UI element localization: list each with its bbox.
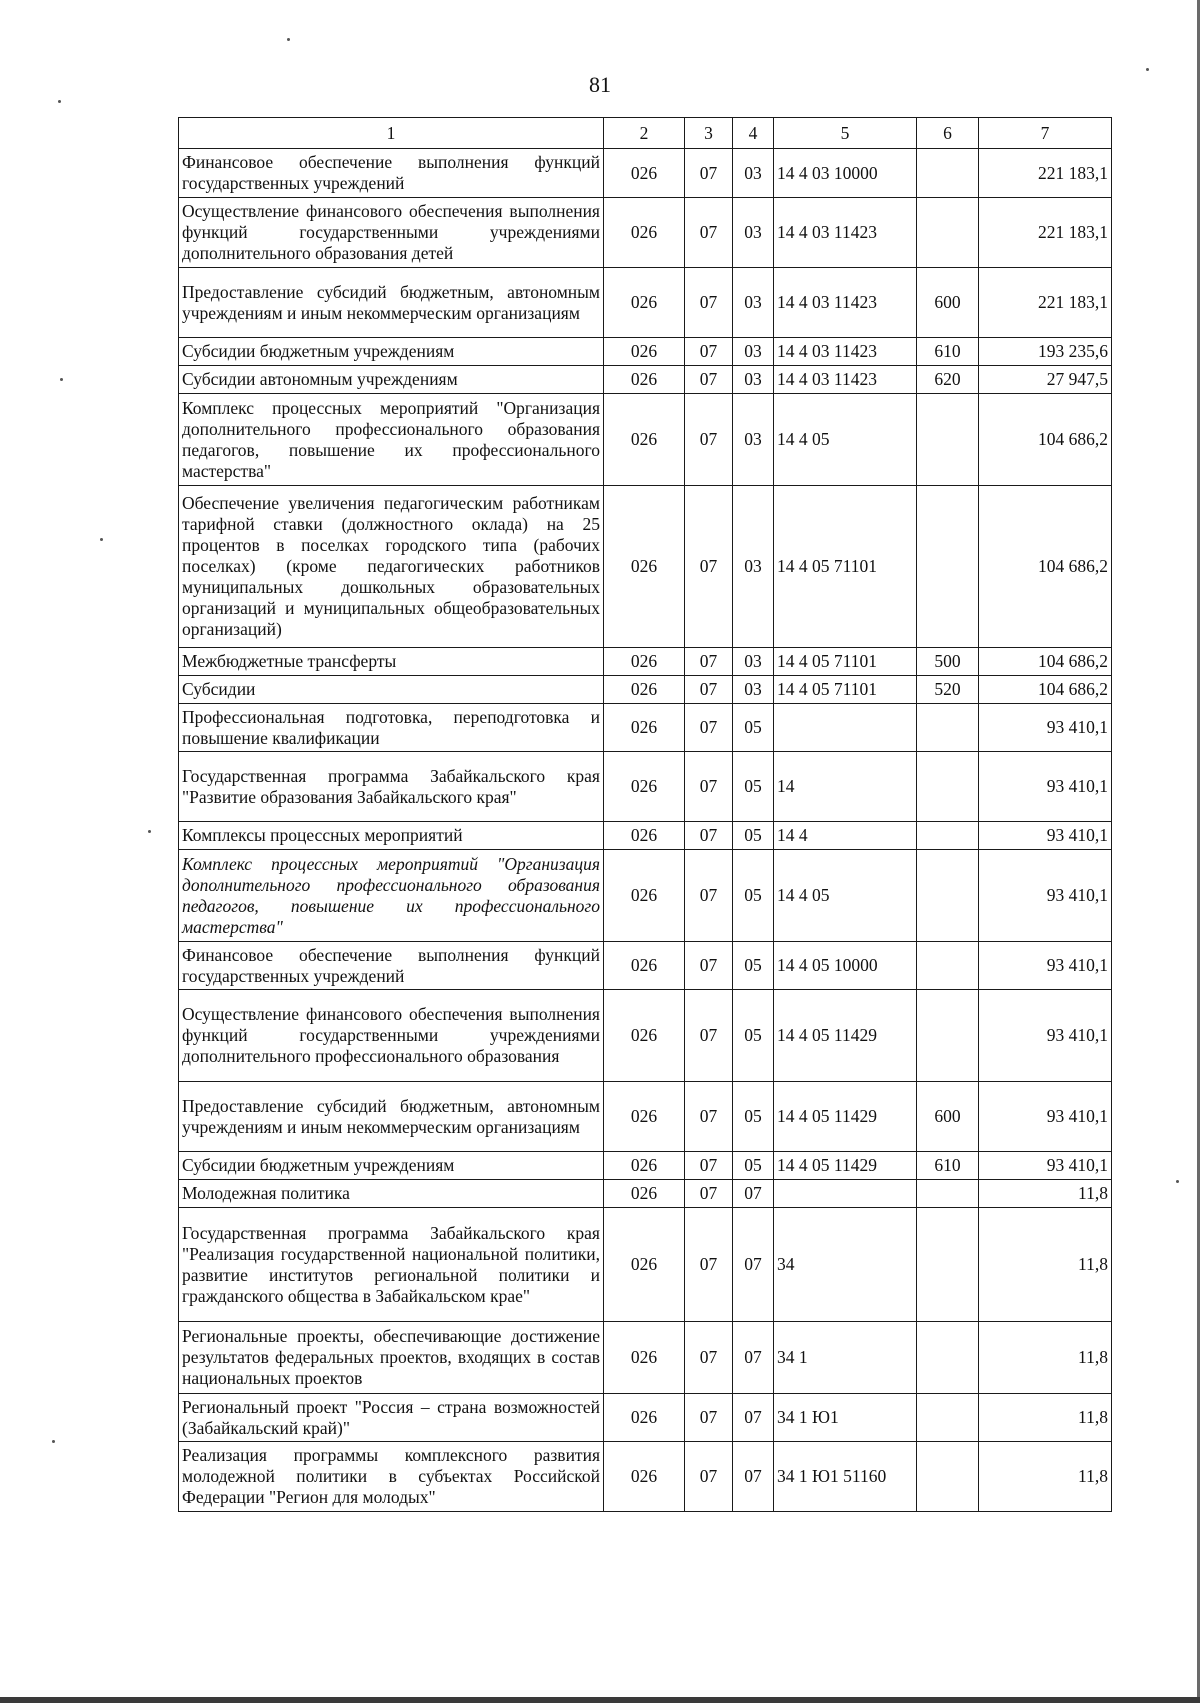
table-row [179, 486, 1112, 648]
cell-c2: 026 [604, 1442, 685, 1512]
cell-c3: 07 [685, 1442, 733, 1512]
cell-c6: 610 [917, 338, 979, 366]
cell-c7: 193 235,6 [979, 338, 1112, 366]
cell-c5: 14 4 03 11423 [774, 198, 917, 268]
column-header: 3 [685, 118, 733, 149]
table-row [179, 648, 1112, 676]
scan-speck [1146, 68, 1149, 71]
cell-c6 [917, 149, 979, 198]
cell-c3: 07 [685, 942, 733, 990]
cell-c7: 93 410,1 [979, 752, 1112, 822]
cell-c3: 07 [685, 1152, 733, 1180]
row-name: Обеспечение увеличения педагогическим работникам тарифной ставки (должностного оклада) на 25 процентов в поселках городского типа (рабочих поселках) (кроме педагогических работников муниципальных дошкольных образовательных организаций и муниципальных общеобразовательных организаций) [179, 486, 604, 648]
header-row [179, 118, 1112, 149]
cell-c5: 14 4 05 11429 [774, 1152, 917, 1180]
cell-c4: 03 [733, 366, 774, 394]
cell-c4: 05 [733, 704, 774, 752]
cell-c6 [917, 990, 979, 1082]
cell-c2: 026 [604, 486, 685, 648]
cell-c2: 026 [604, 676, 685, 704]
row-name: Осуществление финансового обеспечения выполнения функций государственными учреждениями дополнительного образования детей [179, 198, 604, 268]
cell-c2: 026 [604, 1322, 685, 1394]
cell-c3: 07 [685, 1082, 733, 1152]
table-row [179, 366, 1112, 394]
cell-c3: 07 [685, 850, 733, 942]
cell-c5: 34 1 Ю1 51160 [774, 1442, 917, 1512]
cell-c6 [917, 394, 979, 486]
cell-c3: 07 [685, 1322, 733, 1394]
cell-c3: 07 [685, 338, 733, 366]
cell-c7: 93 410,1 [979, 850, 1112, 942]
cell-c4: 03 [733, 338, 774, 366]
cell-c4: 05 [733, 752, 774, 822]
cell-c5: 14 4 03 10000 [774, 149, 917, 198]
column-header: 2 [604, 118, 685, 149]
cell-c4: 03 [733, 486, 774, 648]
cell-c6 [917, 486, 979, 648]
cell-c2: 026 [604, 1394, 685, 1442]
cell-c6 [917, 1180, 979, 1208]
cell-c5: 14 4 03 11423 [774, 338, 917, 366]
cell-c5: 34 [774, 1208, 917, 1322]
cell-c6 [917, 1322, 979, 1394]
cell-c5: 34 1 [774, 1322, 917, 1394]
cell-c4: 05 [733, 850, 774, 942]
cell-c3: 07 [685, 198, 733, 268]
cell-c2: 026 [604, 338, 685, 366]
cell-c7: 93 410,1 [979, 942, 1112, 990]
row-name: Субсидии бюджетным учреждениям [179, 338, 604, 366]
table-row [179, 268, 1112, 338]
cell-c2: 026 [604, 268, 685, 338]
row-name: Региональные проекты, обеспечивающие достижение результатов федеральных проектов, входящих в состав национальных проектов [179, 1322, 604, 1394]
cell-c6: 600 [917, 268, 979, 338]
cell-c2: 026 [604, 394, 685, 486]
cell-c2: 026 [604, 149, 685, 198]
cell-c7: 11,8 [979, 1180, 1112, 1208]
table-row [179, 149, 1112, 198]
cell-c6 [917, 198, 979, 268]
table-row [179, 1442, 1112, 1512]
cell-c3: 07 [685, 676, 733, 704]
cell-c4: 03 [733, 149, 774, 198]
cell-c5: 14 4 03 11423 [774, 366, 917, 394]
cell-c4: 05 [733, 1152, 774, 1180]
cell-c3: 07 [685, 486, 733, 648]
cell-c7: 221 183,1 [979, 268, 1112, 338]
cell-c2: 026 [604, 1152, 685, 1180]
row-name: Реализация программы комплексного развития молодежной политики в субъектах Российской Федерации "Регион для молодых" [179, 1442, 604, 1512]
cell-c4: 03 [733, 198, 774, 268]
cell-c3: 07 [685, 149, 733, 198]
cell-c4: 05 [733, 942, 774, 990]
cell-c2: 026 [604, 990, 685, 1082]
table-row [179, 198, 1112, 268]
column-header: 7 [979, 118, 1112, 149]
cell-c6 [917, 752, 979, 822]
cell-c7: 11,8 [979, 1394, 1112, 1442]
cell-c5: 14 [774, 752, 917, 822]
cell-c5: 14 4 05 11429 [774, 1082, 917, 1152]
cell-c2: 026 [604, 752, 685, 822]
cell-c7: 11,8 [979, 1208, 1112, 1322]
cell-c3: 07 [685, 394, 733, 486]
cell-c5: 14 4 03 11423 [774, 268, 917, 338]
scan-speck [52, 1440, 55, 1443]
row-name: Региональный проект "Россия – страна возможностей (Забайкальский край)" [179, 1394, 604, 1442]
cell-c5: 34 1 Ю1 [774, 1394, 917, 1442]
budget-table [178, 117, 1112, 1512]
cell-c4: 07 [733, 1442, 774, 1512]
cell-c3: 07 [685, 752, 733, 822]
cell-c6: 620 [917, 366, 979, 394]
cell-c4: 07 [733, 1322, 774, 1394]
row-name: Субсидии автономным учреждениям [179, 366, 604, 394]
cell-c4: 05 [733, 1082, 774, 1152]
scan-speck [58, 100, 61, 103]
cell-c2: 026 [604, 1082, 685, 1152]
cell-c2: 026 [604, 704, 685, 752]
cell-c2: 026 [604, 648, 685, 676]
cell-c5 [774, 1180, 917, 1208]
cell-c7: 104 686,2 [979, 676, 1112, 704]
table-row [179, 822, 1112, 850]
row-name: Финансовое обеспечение выполнения функций государственных учреждений [179, 942, 604, 990]
cell-c4: 03 [733, 394, 774, 486]
cell-c3: 07 [685, 268, 733, 338]
row-name: Профессиональная подготовка, переподготовка и повышение квалификации [179, 704, 604, 752]
row-name: Предоставление субсидий бюджетным, автономным учреждениям и иным некоммерческим организациям [179, 268, 604, 338]
cell-c2: 026 [604, 822, 685, 850]
scan-speck [287, 38, 290, 41]
row-name: Государственная программа Забайкальского края "Развитие образования Забайкальского края" [179, 752, 604, 822]
cell-c6: 500 [917, 648, 979, 676]
cell-c3: 07 [685, 822, 733, 850]
cell-c2: 026 [604, 942, 685, 990]
cell-c6 [917, 1442, 979, 1512]
cell-c5: 14 4 05 71101 [774, 648, 917, 676]
row-name: Межбюджетные трансферты [179, 648, 604, 676]
cell-c4: 05 [733, 990, 774, 1082]
table-row [179, 1322, 1112, 1394]
table-row [179, 394, 1112, 486]
cell-c6: 520 [917, 676, 979, 704]
table-row [179, 1152, 1112, 1180]
cell-c3: 07 [685, 1180, 733, 1208]
scan-speck [148, 830, 151, 833]
cell-c4: 03 [733, 676, 774, 704]
cell-c7: 93 410,1 [979, 704, 1112, 752]
cell-c7: 221 183,1 [979, 149, 1112, 198]
table-row [179, 338, 1112, 366]
cell-c2: 026 [604, 1208, 685, 1322]
cell-c7: 11,8 [979, 1322, 1112, 1394]
cell-c7: 11,8 [979, 1442, 1112, 1512]
cell-c3: 07 [685, 648, 733, 676]
table-row [179, 676, 1112, 704]
cell-c4: 03 [733, 648, 774, 676]
cell-c6: 610 [917, 1152, 979, 1180]
scan-edge-bottom [0, 1697, 1200, 1703]
cell-c6 [917, 942, 979, 990]
cell-c4: 05 [733, 822, 774, 850]
cell-c5 [774, 704, 917, 752]
cell-c5: 14 4 05 11429 [774, 990, 917, 1082]
row-name: Комплекс процессных мероприятий "Организация дополнительного профессионального образования педагогов, повышение их профессионального мастерства" [179, 394, 604, 486]
cell-c4: 07 [733, 1180, 774, 1208]
scan-speck [1176, 1180, 1179, 1183]
row-name: Государственная программа Забайкальского края "Реализация государственной национальной политики, развитие институтов региональной политики и гражданского общества в Забайкальском крае" [179, 1208, 604, 1322]
scan-speck [60, 378, 63, 381]
cell-c6 [917, 704, 979, 752]
cell-c3: 07 [685, 366, 733, 394]
cell-c3: 07 [685, 1394, 733, 1442]
cell-c7: 93 410,1 [979, 1152, 1112, 1180]
column-header: 5 [774, 118, 917, 149]
row-name: Комплекс процессных мероприятий "Организация дополнительного профессионального образования педагогов, повышение их профессионального мастерства" [179, 850, 604, 942]
table-row [179, 704, 1112, 752]
cell-c4: 07 [733, 1208, 774, 1322]
cell-c2: 026 [604, 198, 685, 268]
cell-c4: 07 [733, 1394, 774, 1442]
column-header: 4 [733, 118, 774, 149]
cell-c6: 600 [917, 1082, 979, 1152]
table-row [179, 752, 1112, 822]
cell-c3: 07 [685, 1208, 733, 1322]
cell-c7: 93 410,1 [979, 822, 1112, 850]
table-row [179, 1082, 1112, 1152]
cell-c2: 026 [604, 1180, 685, 1208]
cell-c3: 07 [685, 990, 733, 1082]
cell-c2: 026 [604, 850, 685, 942]
table-row [179, 990, 1112, 1082]
table-row [179, 942, 1112, 990]
cell-c7: 104 686,2 [979, 486, 1112, 648]
cell-c7: 93 410,1 [979, 990, 1112, 1082]
cell-c2: 026 [604, 366, 685, 394]
cell-c6 [917, 1394, 979, 1442]
cell-c5: 14 4 05 71101 [774, 486, 917, 648]
cell-c4: 03 [733, 268, 774, 338]
cell-c6 [917, 822, 979, 850]
cell-c5: 14 4 05 [774, 850, 917, 942]
cell-c7: 104 686,2 [979, 648, 1112, 676]
cell-c5: 14 4 05 10000 [774, 942, 917, 990]
cell-c6 [917, 1208, 979, 1322]
table-row [179, 1394, 1112, 1442]
cell-c5: 14 4 [774, 822, 917, 850]
row-name: Субсидии бюджетным учреждениям [179, 1152, 604, 1180]
cell-c5: 14 4 05 [774, 394, 917, 486]
row-name: Субсидии [179, 676, 604, 704]
cell-c7: 27 947,5 [979, 366, 1112, 394]
row-name: Осуществление финансового обеспечения выполнения функций государственными учреждениями дополнительного профессионального образования [179, 990, 604, 1082]
scan-speck [100, 538, 103, 541]
column-header: 1 [179, 118, 604, 149]
row-name: Молодежная политика [179, 1180, 604, 1208]
row-name: Предоставление субсидий бюджетным, автономным учреждениям и иным некоммерческим организациям [179, 1082, 604, 1152]
column-header: 6 [917, 118, 979, 149]
row-name: Комплексы процессных мероприятий [179, 822, 604, 850]
page-number: 81 [589, 72, 611, 97]
cell-c7: 93 410,1 [979, 1082, 1112, 1152]
cell-c5: 14 4 05 71101 [774, 676, 917, 704]
cell-c7: 221 183,1 [979, 198, 1112, 268]
cell-c3: 07 [685, 704, 733, 752]
cell-c7: 104 686,2 [979, 394, 1112, 486]
table-row [179, 850, 1112, 942]
row-name: Финансовое обеспечение выполнения функций государственных учреждений [179, 149, 604, 198]
table-row [179, 1180, 1112, 1208]
cell-c6 [917, 850, 979, 942]
table-row [179, 1208, 1112, 1322]
